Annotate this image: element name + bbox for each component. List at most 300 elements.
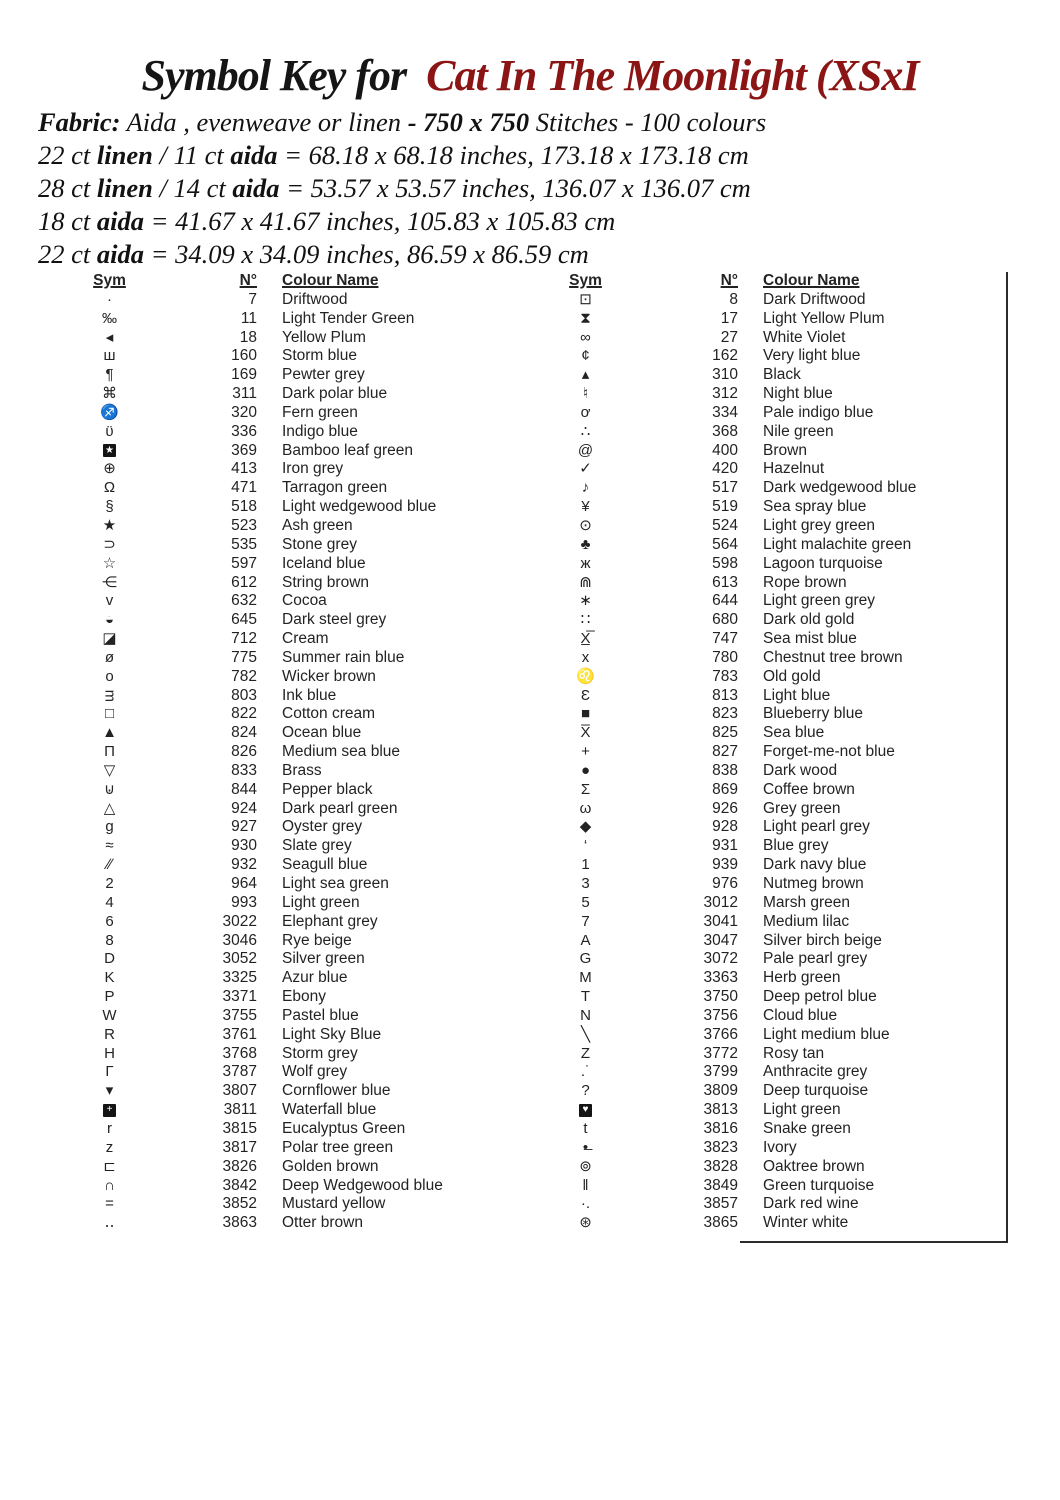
symbol-row bbox=[62, 1007, 502, 1026]
stitch-symbol: @ bbox=[577, 441, 594, 459]
colour-name: Azur blue bbox=[282, 969, 348, 987]
symbol-key-table-right bbox=[538, 272, 1008, 1243]
stitch-symbol: ∗ bbox=[579, 592, 592, 610]
fabric-info-block bbox=[38, 106, 1018, 271]
stitch-symbol: ⊛ bbox=[579, 1214, 592, 1232]
thread-number: 931 bbox=[712, 837, 738, 855]
colour-name: Brown bbox=[763, 441, 807, 459]
stitch-symbol: .˙ bbox=[580, 1063, 591, 1081]
symbol-row bbox=[62, 1063, 502, 1082]
thread-number: 680 bbox=[712, 611, 738, 629]
colour-name: Eucalyptus Green bbox=[282, 1119, 406, 1137]
inverted-symbol-box: + bbox=[103, 1104, 116, 1117]
thread-number: 782 bbox=[231, 667, 257, 685]
stitch-symbol: ♮ bbox=[582, 385, 589, 403]
thread-number: 471 bbox=[231, 479, 257, 497]
symbol-row bbox=[538, 310, 1006, 329]
colour-name: Cream bbox=[282, 630, 329, 648]
colour-name: Lagoon turquoise bbox=[763, 554, 883, 572]
colour-name: Fern green bbox=[282, 403, 358, 421]
colour-name: White Violet bbox=[763, 328, 846, 346]
stitch-symbol: ⋲ bbox=[102, 573, 117, 591]
stitch-symbol: ♌ bbox=[576, 667, 595, 685]
stitch-symbol: Z bbox=[580, 1044, 591, 1062]
fabric-text-segment: linen bbox=[96, 140, 153, 170]
symbol-row bbox=[62, 913, 502, 932]
colour-name: Blueberry blue bbox=[763, 705, 863, 723]
symbol-row bbox=[538, 818, 1006, 837]
stitch-symbol: ∷ bbox=[580, 611, 591, 629]
colour-name: Slate grey bbox=[282, 837, 352, 855]
stitch-symbol: ▲ bbox=[102, 724, 117, 742]
colour-name: Dark wedgewood blue bbox=[763, 479, 917, 497]
colour-name: Summer rain blue bbox=[282, 648, 405, 666]
thread-number: 823 bbox=[712, 705, 738, 723]
stitch-symbol: ⊙ bbox=[579, 516, 592, 534]
thread-number: 3823 bbox=[703, 1138, 738, 1156]
colour-name: Rope brown bbox=[763, 573, 847, 591]
colour-name: Nutmeg brown bbox=[763, 875, 864, 892]
colour-name: Brass bbox=[282, 761, 322, 779]
symbol-row bbox=[538, 1139, 1006, 1158]
stitch-symbol: ш bbox=[103, 347, 116, 365]
thread-number: 780 bbox=[712, 648, 738, 666]
stitch-symbol: v bbox=[105, 592, 114, 610]
symbol-row bbox=[538, 460, 1006, 479]
stitch-symbol: K bbox=[104, 969, 115, 987]
symbol-row bbox=[62, 649, 502, 668]
stitch-symbol: ◂ bbox=[105, 328, 114, 346]
colour-name: Old gold bbox=[763, 667, 821, 685]
thread-number: 320 bbox=[231, 403, 257, 421]
thread-number: 939 bbox=[712, 856, 738, 874]
thread-number: 3761 bbox=[222, 1025, 257, 1043]
colour-name: Bamboo leaf green bbox=[282, 441, 413, 459]
thread-number: 613 bbox=[712, 573, 738, 591]
colour-name: Rye beige bbox=[282, 931, 352, 949]
thread-number: 535 bbox=[231, 535, 257, 553]
stitch-symbol: 7 bbox=[581, 912, 590, 930]
colour-name: Tarragon green bbox=[282, 479, 388, 497]
fabric-text-segment: 22 ct bbox=[38, 239, 97, 269]
stitch-symbol: ☆ bbox=[102, 554, 117, 572]
stitch-symbol: ⋒ bbox=[579, 573, 592, 591]
stitch-symbol: o bbox=[105, 667, 114, 685]
colour-name: Otter brown bbox=[282, 1214, 363, 1232]
stitch-symbol: 8 bbox=[105, 931, 114, 949]
fabric-text-segment: Aida , evenweave or linen bbox=[120, 107, 408, 137]
colour-name: Snake green bbox=[763, 1119, 851, 1137]
symbol-row bbox=[538, 762, 1006, 781]
symbol-row bbox=[62, 611, 502, 630]
stitch-symbol: 5 bbox=[581, 893, 590, 911]
thread-number: 413 bbox=[231, 460, 257, 478]
symbol-row bbox=[62, 498, 502, 517]
thread-number: 3811 bbox=[223, 1101, 257, 1119]
colour-name: Dark pearl green bbox=[282, 799, 398, 817]
thread-number: 3371 bbox=[222, 988, 257, 1006]
colour-name: Cotton cream bbox=[282, 705, 376, 723]
symbol-row bbox=[62, 875, 502, 894]
stitch-symbol: r bbox=[107, 1119, 112, 1137]
symbol-row bbox=[62, 1139, 502, 1158]
symbol-row bbox=[62, 800, 502, 819]
thread-number: 827 bbox=[712, 743, 738, 761]
thread-number: 803 bbox=[231, 686, 257, 704]
symbol-row bbox=[62, 818, 502, 837]
thread-number: 310 bbox=[712, 366, 738, 384]
colour-name: Deep Wedgewood blue bbox=[282, 1176, 443, 1194]
stitch-symbol: △ bbox=[103, 799, 116, 817]
symbol-row bbox=[538, 479, 1006, 498]
colour-name: Marsh green bbox=[763, 893, 851, 911]
stitch-symbol: ø bbox=[104, 648, 115, 666]
symbol-row bbox=[538, 894, 1006, 913]
symbol-row bbox=[538, 687, 1006, 706]
colour-name: Seagull blue bbox=[282, 856, 368, 874]
symbol-row bbox=[538, 988, 1006, 1007]
stitch-symbol: ⌘ bbox=[102, 385, 117, 403]
sym-column-header: Sym bbox=[93, 272, 126, 289]
fabric-text-segment: - 750 x 750 bbox=[407, 107, 536, 137]
symbol-row bbox=[62, 366, 502, 385]
page-title bbox=[0, 50, 1060, 101]
thread-number: 518 bbox=[231, 498, 257, 516]
symbol-row bbox=[62, 668, 502, 687]
symbol-row bbox=[62, 724, 502, 743]
fabric-text-segment: linen bbox=[96, 173, 153, 203]
fabric-text-segment: = 34.09 x 34.09 inches, 86.59 x 86.59 cm bbox=[144, 239, 589, 269]
inverted-symbol-box: ★ bbox=[103, 444, 116, 457]
stitch-symbol: ơ bbox=[580, 403, 591, 421]
symbol-row bbox=[538, 1007, 1006, 1026]
stitch-symbol: ◆ bbox=[579, 818, 592, 836]
colour-name: Light sea green bbox=[282, 875, 389, 892]
symbol-row bbox=[62, 1177, 502, 1196]
thread-number: 826 bbox=[231, 743, 257, 761]
symbol-row bbox=[538, 385, 1006, 404]
symbol-row bbox=[62, 479, 502, 498]
colour-name: Sea spray blue bbox=[763, 498, 867, 516]
symbol-row bbox=[538, 1177, 1006, 1196]
thread-number: 27 bbox=[720, 328, 738, 346]
colour-name: Oaktree brown bbox=[763, 1157, 865, 1175]
thread-number: 3766 bbox=[703, 1025, 738, 1043]
colour-name: Stone grey bbox=[282, 535, 357, 553]
symbol-row bbox=[538, 1082, 1006, 1101]
symbol-row bbox=[62, 517, 502, 536]
colour-name: Chestnut tree brown bbox=[763, 648, 903, 666]
stitch-symbol: + bbox=[581, 743, 590, 761]
stitch-symbol: ⊕ bbox=[103, 460, 116, 478]
fabric-text-segment: 22 ct bbox=[38, 140, 97, 170]
thread-number: 11 bbox=[240, 309, 257, 327]
colour-name: Sea blue bbox=[763, 724, 825, 742]
colour-name: Light green grey bbox=[763, 592, 876, 610]
colour-name: Wicker brown bbox=[282, 667, 376, 685]
stitch-symbol: 6 bbox=[105, 912, 114, 930]
stitch-symbol: ♐ bbox=[100, 403, 119, 421]
colour-name: Grey green bbox=[763, 799, 841, 817]
colour-name: Light malachite green bbox=[763, 535, 912, 553]
symbol-row bbox=[538, 705, 1006, 724]
colour-name-column-header: Colour Name bbox=[282, 272, 379, 289]
fabric-text-segment: aida bbox=[96, 206, 144, 236]
page-title-prefix: Symbol Key for bbox=[141, 51, 407, 100]
stitch-symbol: ⊍ bbox=[104, 780, 115, 798]
symbol-row bbox=[62, 856, 502, 875]
thread-number: 3807 bbox=[222, 1082, 257, 1100]
symbol-row bbox=[538, 649, 1006, 668]
thread-number: 3072 bbox=[703, 950, 738, 968]
colour-name: Iron grey bbox=[282, 460, 344, 478]
colour-name: Light Yellow Plum bbox=[763, 309, 885, 327]
colour-name: Indigo blue bbox=[282, 422, 358, 440]
thread-number: 3772 bbox=[703, 1044, 738, 1062]
symbol-row bbox=[62, 630, 502, 649]
thread-number: 169 bbox=[231, 366, 257, 384]
colour-name: Oyster grey bbox=[282, 818, 363, 836]
stitch-symbol: ▾ bbox=[105, 1082, 114, 1100]
thread-number: 3755 bbox=[222, 1006, 257, 1024]
stitch-symbol: P bbox=[104, 988, 115, 1006]
colour-name: Dark wood bbox=[763, 761, 838, 779]
colour-name: Storm blue bbox=[282, 347, 357, 365]
thread-number: 3787 bbox=[222, 1063, 257, 1081]
stitch-symbol: = bbox=[105, 1195, 114, 1213]
stitch-symbol: ◒ bbox=[104, 611, 115, 629]
thread-number: 564 bbox=[712, 535, 738, 553]
thread-number: 645 bbox=[231, 611, 257, 629]
symbol-row bbox=[62, 460, 502, 479]
stitch-symbol: A bbox=[580, 931, 591, 949]
symbol-row bbox=[62, 837, 502, 856]
symbol-row bbox=[62, 932, 502, 951]
colour-name: Dark steel grey bbox=[282, 611, 387, 629]
stitch-symbol: Σ bbox=[580, 780, 591, 798]
colour-name: Herb green bbox=[763, 969, 841, 987]
symbol-row bbox=[538, 630, 1006, 649]
thread-number: 869 bbox=[712, 780, 738, 798]
stitch-symbol: ∞ bbox=[580, 328, 591, 346]
colour-name: Ocean blue bbox=[282, 724, 362, 742]
colour-name: Dark red wine bbox=[763, 1195, 859, 1213]
thread-number: 3799 bbox=[703, 1063, 738, 1081]
thread-number: 3768 bbox=[222, 1044, 257, 1062]
stitch-symbol: Ɛ bbox=[580, 686, 591, 704]
symbol-row bbox=[538, 724, 1006, 743]
stitch-symbol: X̅ bbox=[580, 724, 591, 742]
symbol-row bbox=[538, 837, 1006, 856]
stitch-symbol: ‰ bbox=[102, 309, 117, 327]
symbol-row bbox=[538, 404, 1006, 423]
thread-number: 3817 bbox=[222, 1138, 257, 1156]
colour-name: Cornflower blue bbox=[282, 1082, 391, 1100]
colour-name: Pale pearl grey bbox=[763, 950, 868, 968]
stitch-symbol: ж bbox=[580, 554, 591, 572]
stitch-symbol: ✓ bbox=[579, 460, 592, 478]
colour-name: Cloud blue bbox=[763, 1006, 838, 1024]
thread-number: 3828 bbox=[703, 1157, 738, 1175]
stitch-symbol: ≈ bbox=[105, 837, 114, 855]
fabric-line bbox=[38, 106, 1018, 139]
colour-name: Polar tree green bbox=[282, 1138, 394, 1156]
thread-number: 3041 bbox=[703, 912, 738, 930]
symbol-row bbox=[62, 1158, 502, 1177]
symbol-row bbox=[62, 950, 502, 969]
thread-number: 400 bbox=[712, 441, 738, 459]
colour-name: Very light blue bbox=[763, 347, 861, 365]
stitch-symbol: ● bbox=[580, 761, 591, 779]
colour-name: Light green bbox=[282, 893, 360, 911]
symbol-row bbox=[538, 1045, 1006, 1064]
symbol-row bbox=[62, 743, 502, 762]
colour-name: Deep turquoise bbox=[763, 1082, 869, 1100]
colour-name: Nile green bbox=[763, 422, 834, 440]
fabric-text-segment: aida bbox=[230, 140, 278, 170]
thread-number: 612 bbox=[231, 573, 257, 591]
symbol-row bbox=[538, 932, 1006, 951]
stitch-symbol: ¢ bbox=[581, 347, 590, 365]
thread-number: 3750 bbox=[703, 988, 738, 1006]
symbol-row bbox=[538, 856, 1006, 875]
symbol-row bbox=[538, 875, 1006, 894]
symbol-row bbox=[538, 800, 1006, 819]
thread-number: 3325 bbox=[222, 969, 257, 987]
colour-name: Silver birch beige bbox=[763, 931, 882, 949]
colour-name: Dark navy blue bbox=[763, 856, 867, 874]
stitch-symbol: N bbox=[580, 1006, 591, 1024]
thread-number: 838 bbox=[712, 761, 738, 779]
symbol-row bbox=[62, 1045, 502, 1064]
thread-number: 312 bbox=[712, 385, 738, 403]
symbol-row bbox=[62, 1195, 502, 1214]
fabric-text-segment: = 53.57 x 53.57 inches, 136.07 x 136.07 cm bbox=[279, 173, 751, 203]
stitch-symbol: 2 bbox=[105, 875, 114, 892]
colour-name: Ebony bbox=[282, 988, 326, 1006]
symbol-row bbox=[538, 1101, 1006, 1120]
thread-number: 712 bbox=[231, 630, 257, 648]
stitch-symbol: ¶ bbox=[105, 366, 114, 384]
colour-name: Light wedgewood blue bbox=[282, 498, 437, 516]
stitch-symbol: ⊃ bbox=[103, 535, 116, 553]
thread-number: 7 bbox=[248, 290, 257, 308]
colour-name: Light Tender Green bbox=[282, 309, 415, 327]
colour-name: String brown bbox=[282, 573, 370, 591]
symbol-row bbox=[538, 781, 1006, 800]
thread-number: 3047 bbox=[703, 931, 738, 949]
symbol-row bbox=[62, 555, 502, 574]
fabric-text-segment: aida bbox=[96, 239, 144, 269]
colour-name: Green turquoise bbox=[763, 1176, 875, 1194]
stitch-symbol: ⊚ bbox=[579, 1157, 592, 1175]
colour-name: Pepper black bbox=[282, 780, 373, 798]
thread-number: 3046 bbox=[222, 931, 257, 949]
thread-number: 822 bbox=[231, 705, 257, 723]
colour-name: Ink blue bbox=[282, 686, 337, 704]
symbol-row bbox=[538, 1120, 1006, 1139]
stitch-symbol: ♪ bbox=[581, 479, 590, 497]
stitch-symbol: ϋ bbox=[105, 422, 114, 440]
symbol-row bbox=[62, 329, 502, 348]
symbol-row bbox=[62, 1026, 502, 1045]
symbol-row bbox=[538, 668, 1006, 687]
colour-name: Mustard yellow bbox=[282, 1195, 386, 1213]
stitch-symbol: ∕∕ bbox=[106, 856, 112, 874]
symbol-row bbox=[62, 988, 502, 1007]
fabric-line bbox=[38, 238, 1018, 271]
stitch-symbol: Π bbox=[104, 743, 115, 761]
stitch-symbol: ¥ bbox=[581, 498, 590, 516]
colour-name: Medium sea blue bbox=[282, 743, 401, 761]
fabric-line bbox=[38, 205, 1018, 238]
fabric-line bbox=[38, 172, 1018, 205]
thread-number: 17 bbox=[720, 309, 738, 327]
symbol-row bbox=[62, 762, 502, 781]
thread-number: 8 bbox=[729, 290, 738, 308]
symbol-row bbox=[538, 347, 1006, 366]
stitch-symbol: W bbox=[102, 1006, 117, 1024]
fabric-text-segment: / 11 ct bbox=[152, 140, 231, 170]
stitch-symbol: 1 bbox=[581, 856, 590, 874]
table-header-row bbox=[538, 272, 1006, 291]
thread-number: 3815 bbox=[222, 1119, 257, 1137]
thread-number: 924 bbox=[231, 799, 257, 817]
stitch-symbol: H bbox=[104, 1044, 115, 1062]
symbol-row bbox=[62, 347, 502, 366]
stitch-symbol: •̶ bbox=[582, 1138, 589, 1156]
stitch-symbol: Γ bbox=[105, 1063, 114, 1081]
number-column-header: N° bbox=[720, 272, 738, 289]
thread-number: 524 bbox=[712, 516, 738, 534]
thread-number: 18 bbox=[239, 328, 257, 346]
symbol-row bbox=[538, 366, 1006, 385]
thread-number: 644 bbox=[712, 592, 738, 610]
symbol-row bbox=[538, 423, 1006, 442]
thread-number: 3012 bbox=[703, 893, 738, 911]
fabric-text-segment: Stitches - 100 colours bbox=[535, 107, 767, 137]
stitch-symbol: X̲̅ bbox=[580, 630, 591, 648]
colour-name-column-header: Colour Name bbox=[763, 272, 860, 289]
thread-number: 3852 bbox=[222, 1195, 257, 1213]
thread-number: 926 bbox=[712, 799, 738, 817]
table-header-row bbox=[62, 272, 502, 291]
stitch-symbol: ╲ bbox=[580, 1025, 591, 1043]
thread-number: 3863 bbox=[222, 1214, 257, 1232]
colour-name: Light green bbox=[763, 1101, 841, 1119]
symbol-row bbox=[62, 442, 502, 461]
stitch-symbol: § bbox=[105, 498, 114, 516]
colour-name: Yellow Plum bbox=[282, 328, 366, 346]
symbol-row bbox=[538, 555, 1006, 574]
stitch-symbol: z bbox=[105, 1138, 114, 1156]
symbol-row bbox=[538, 913, 1006, 932]
symbol-row bbox=[538, 1214, 1006, 1233]
thread-number: 3813 bbox=[703, 1101, 738, 1119]
colour-name: Pale indigo blue bbox=[763, 403, 874, 421]
thread-number: 928 bbox=[712, 818, 738, 836]
stitch-symbol: □ bbox=[104, 705, 115, 723]
colour-name: Ivory bbox=[763, 1138, 797, 1156]
stitch-symbol: ∴ bbox=[580, 422, 591, 440]
colour-name: Wolf grey bbox=[282, 1063, 348, 1081]
stitch-symbol: G bbox=[579, 950, 592, 968]
thread-number: 336 bbox=[231, 422, 257, 440]
colour-name: Rosy tan bbox=[763, 1044, 825, 1062]
thread-number: 3857 bbox=[703, 1195, 738, 1213]
stitch-symbol: ‥ bbox=[104, 1214, 115, 1232]
thread-number: 824 bbox=[231, 724, 257, 742]
